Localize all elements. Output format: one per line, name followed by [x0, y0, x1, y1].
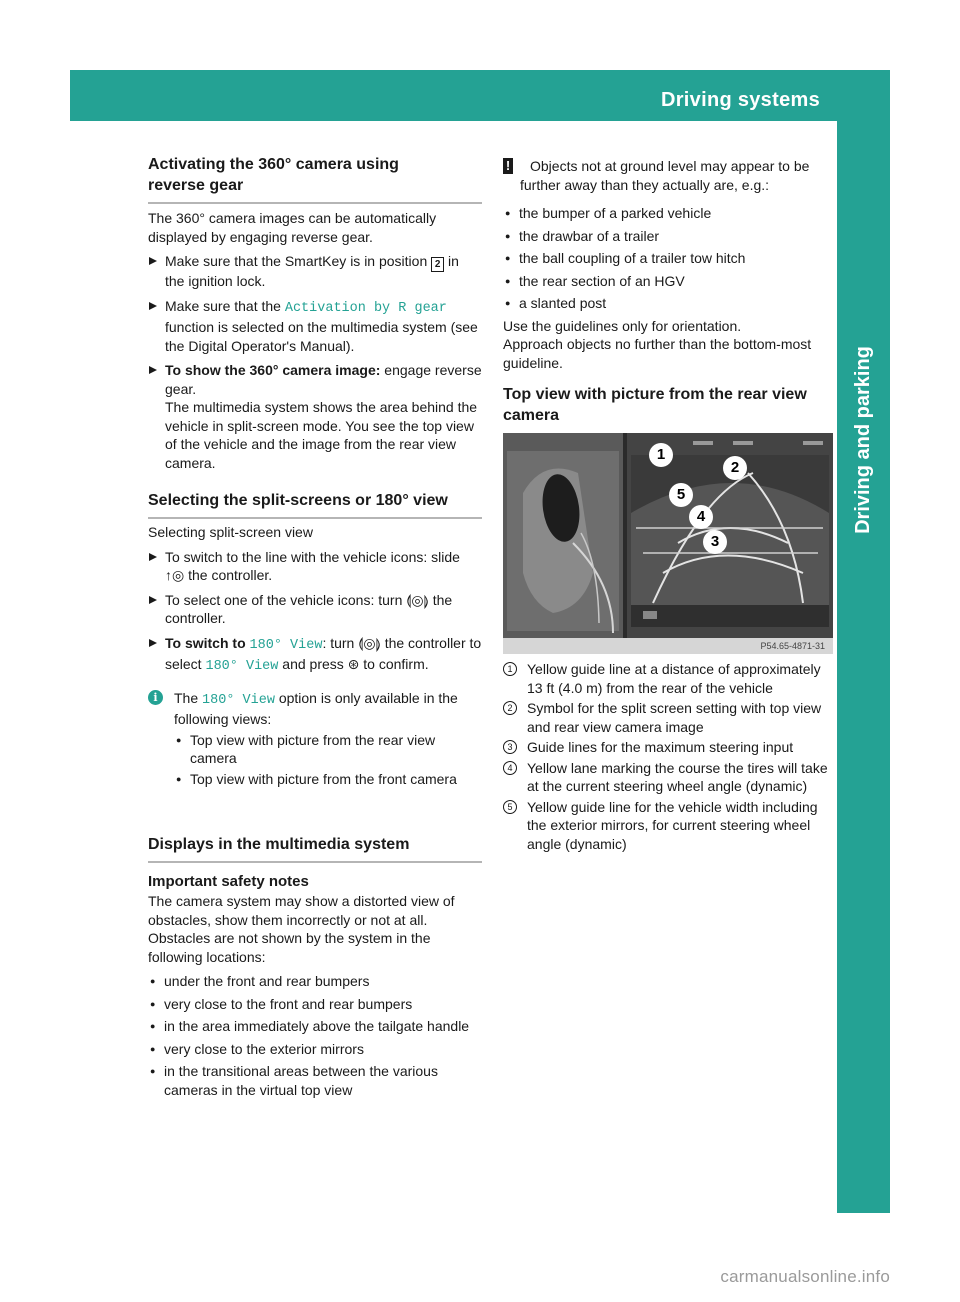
text: to confirm. [359, 656, 429, 672]
callout-1: 1 [649, 443, 673, 467]
section-split-screens [148, 490, 482, 519]
list-item: ● Top view with picture from the front camera [174, 770, 482, 789]
paragraph: Use the guidelines only for orientation. [503, 317, 742, 334]
callout-3: 3 [703, 530, 727, 554]
split-screens-body [148, 523, 482, 788]
text: option is only available in the following views: [174, 689, 458, 727]
legend-number-icon: 5 [503, 800, 517, 814]
list-item: ● the drawbar of a trailer [503, 227, 833, 246]
figure-code: P54.65-4871-31 [760, 641, 825, 651]
step-item [148, 361, 482, 472]
page-number: 205 [770, 19, 804, 41]
legend-item [503, 798, 833, 854]
section-heading: Displays in the multimedia system [148, 836, 410, 853]
watermark: carmanualsonline.info [720, 1267, 890, 1286]
paragraph: Selecting split-screen view [148, 524, 313, 540]
divider [148, 517, 482, 519]
chapter-tab-label: Driving and parking [851, 346, 874, 534]
text: : turn [322, 634, 359, 651]
list-item: ● the bumper of a parked vehicle [503, 204, 833, 223]
result-text: The multimedia system shows the area behind the vehicle in split-screen mode. You see the top view of the vehicle and the image from the rear view camera. [165, 399, 478, 471]
controller-turn-icon: ⟬◎⟭ [358, 634, 381, 651]
list-item: ● in the transitional areas between the various cameras in the virtual top view [148, 1062, 482, 1099]
list-item: ● under the front and rear bumpers [148, 972, 482, 991]
paragraph: The 360° camera images can be automatically displayed by engaging reverse gear. [148, 210, 437, 245]
paragraph: Approach objects no further than the bottom-most guideline. [503, 336, 812, 371]
section-reverse-gear [148, 154, 482, 204]
legend-number-icon: 3 [503, 740, 517, 754]
text: The [174, 689, 203, 706]
warning-note [503, 157, 833, 194]
legend-item [503, 759, 833, 796]
text: the controller. [184, 567, 273, 583]
legend-list [503, 660, 833, 853]
divider [148, 202, 482, 204]
text: the controller to select [165, 634, 482, 672]
legend-text: Guide lines for the maximum steering input [527, 739, 794, 755]
camera-screen-illustration [503, 433, 833, 654]
text: To switch to the line with the vehicle icons: slide [165, 548, 460, 565]
camera-screen-figure [503, 433, 833, 654]
warning-list [503, 200, 833, 372]
figure-heading [503, 384, 833, 426]
list-item: ● in the area immediately above the tailgate handle [148, 1017, 482, 1036]
step-item [148, 297, 482, 356]
section-heading: Activating the 360° camera using reverse gear [148, 156, 399, 194]
text: in the ignition lock. [165, 253, 459, 289]
section-heading: Selecting the split-screens or 180° view [148, 492, 448, 509]
list-item: ● very close to the exterior mirrors [148, 1040, 482, 1059]
reverse-gear-body [148, 209, 482, 472]
chapter-tab [837, 121, 890, 1213]
legend-text: Yellow lane marking the course the tires will take at the current steering wheel angle (dynamic) [527, 759, 828, 794]
step-item [148, 548, 482, 585]
step-item [148, 252, 482, 291]
menu-item-ref: Activation by R gear [284, 300, 447, 316]
callout-4: 4 [689, 505, 713, 529]
callout-2: 2 [723, 456, 747, 480]
controller-slide-icon: ↑◎ [165, 567, 185, 583]
text: function is selected on the multimedia system (see the Digital Operator's Manual). [165, 319, 478, 354]
legend-text: Symbol for the split screen setting with top view and rear view camera image [527, 700, 822, 735]
section-displays [148, 834, 482, 863]
legend-item [503, 738, 833, 757]
header-separator [760, 14, 762, 51]
section-title: Driving systems [660, 89, 820, 111]
legend-item [503, 699, 833, 736]
list-item: ● the rear section of an HGV [503, 272, 833, 291]
bold-text: To switch to [165, 634, 250, 651]
controller-press-icon: ⊛ [347, 656, 360, 672]
text: and press [278, 656, 348, 672]
legend-number-icon: 1 [503, 662, 517, 676]
legend-number-icon: 2 [503, 701, 517, 715]
menu-item-ref: 180° View [249, 637, 323, 653]
header-bar [70, 70, 890, 121]
callout-5: 5 [669, 483, 693, 507]
divider [148, 861, 482, 863]
key-position-icon: 2 [431, 257, 444, 272]
legend-text: Yellow guide line for the vehicle width including the exterior mirrors, for current steering wheel angle (dynamic) [527, 798, 818, 852]
text: the controller. [165, 591, 453, 626]
paragraph: The camera system may show a distorted view of obstacles, show them incorrectly or not at all. Obstacles are not shown by the system in the following locations: [148, 893, 455, 965]
step-item [148, 591, 482, 628]
list-item: ● a slanted post [503, 294, 833, 313]
warning-icon: ! [503, 158, 513, 174]
bold-text: To show the 360° camera image: [165, 362, 381, 378]
section-heading: Top view with picture from the rear view camera [503, 386, 807, 424]
text: engage reverse gear. [165, 362, 482, 397]
text: Make sure that the SmartKey is in position [165, 253, 432, 269]
subheading: Important safety notes [148, 873, 309, 890]
text: To select one of the vehicle icons: turn [165, 591, 407, 608]
legend-number-icon: 4 [503, 761, 517, 775]
displays-body [148, 872, 482, 1099]
controller-turn-icon: ⟬◎⟭ [406, 591, 429, 608]
step-item [148, 634, 482, 677]
list-item: ● very close to the front and rear bumpers [148, 995, 482, 1014]
list-item: ● the ball coupling of a trailer tow hitch [503, 249, 833, 268]
warning-text: Objects not at ground level may appear to be further away than they actually are, e.g.: [520, 158, 810, 193]
legend-item [503, 660, 833, 697]
legend-text: Yellow guide line at a distance of approximately 13 ft (4.0 m) from the rear of the vehicle [527, 661, 821, 696]
menu-item-ref: 180° View [202, 692, 275, 708]
text: Make sure that the [165, 297, 285, 314]
info-note [148, 689, 482, 789]
list-item: ● Top view with picture from the rear view camera [174, 731, 482, 768]
menu-item-ref: 180° View [205, 659, 279, 674]
info-icon: i [148, 690, 163, 705]
figure-code-bar [503, 638, 833, 654]
